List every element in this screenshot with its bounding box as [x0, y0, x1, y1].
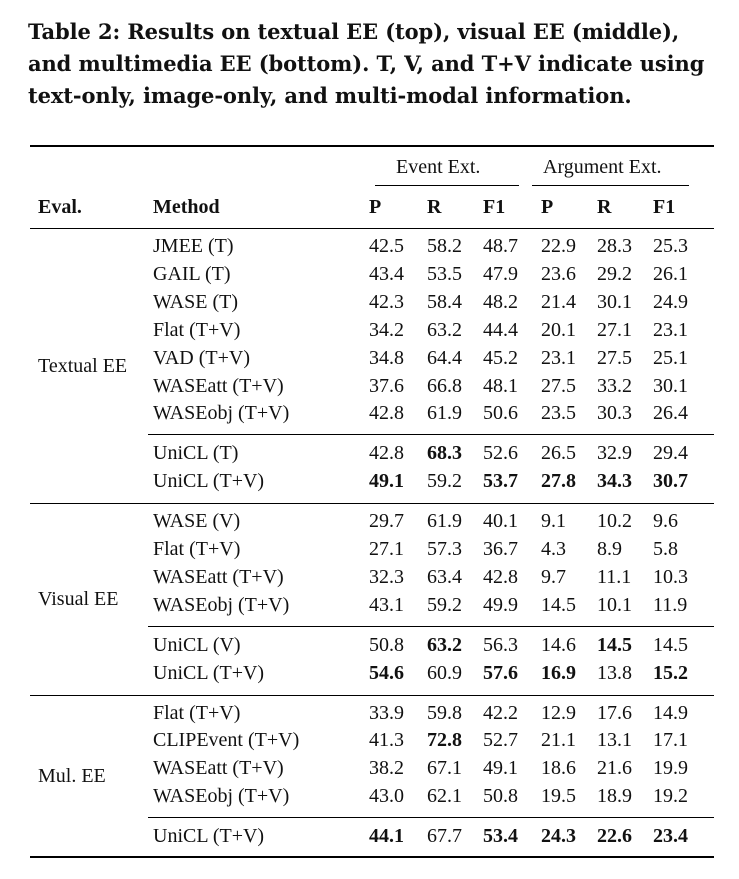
method-cell: Flat (T+V) — [153, 538, 241, 560]
value-cell: 14.9 — [653, 701, 688, 724]
value-cell: 68.3 — [427, 442, 462, 465]
value-cell: 29.7 — [369, 510, 404, 533]
header-argument-ext: Argument Ext. — [543, 156, 662, 178]
header-col-f1-5: F1 — [653, 196, 676, 218]
method-cell: WASE (T) — [153, 290, 238, 313]
value-cell: 47.9 — [483, 262, 518, 285]
value-cell: 58.4 — [427, 290, 462, 313]
method-cell: WASEatt (T+V) — [153, 565, 284, 588]
value-cell: 42.8 — [483, 565, 518, 588]
value-cell: 32.3 — [369, 565, 404, 588]
value-cell: 30.3 — [597, 402, 632, 425]
block-divider — [148, 626, 714, 627]
value-cell: 10.1 — [597, 593, 632, 616]
method-cell: Flat (T+V) — [153, 318, 241, 341]
value-cell: 12.9 — [541, 701, 576, 724]
value-cell: 60.9 — [427, 661, 462, 684]
header-eval: Eval. — [38, 196, 82, 218]
value-cell: 48.2 — [483, 290, 518, 313]
header-col-p-3: P — [541, 196, 554, 218]
value-cell: 59.2 — [427, 593, 462, 616]
value-cell: 44.1 — [369, 825, 404, 848]
value-cell: 27.1 — [369, 538, 404, 560]
value-cell: 24.3 — [541, 825, 576, 848]
method-cell: GAIL (T) — [153, 262, 231, 285]
bottom-rule — [30, 856, 714, 858]
value-cell: 50.6 — [483, 402, 518, 425]
value-cell: 10.3 — [653, 565, 688, 588]
value-cell: 67.7 — [427, 825, 462, 848]
value-cell: 13.8 — [597, 661, 632, 684]
value-cell: 54.6 — [369, 661, 404, 684]
value-cell: 72.8 — [427, 729, 462, 752]
value-cell: 14.6 — [541, 633, 576, 656]
value-cell: 30.1 — [597, 290, 632, 313]
value-cell: 23.4 — [653, 825, 688, 848]
value-cell: 25.1 — [653, 346, 688, 369]
method-cell: WASE (V) — [153, 510, 241, 533]
value-cell: 14.5 — [597, 633, 632, 656]
value-cell: 36.7 — [483, 538, 518, 560]
value-cell: 62.1 — [427, 785, 462, 808]
value-cell: 59.2 — [427, 470, 462, 493]
value-cell: 22.6 — [597, 825, 632, 848]
value-cell: 57.3 — [427, 538, 462, 560]
value-cell: 28.3 — [597, 235, 632, 257]
value-cell: 23.6 — [541, 262, 576, 285]
value-cell: 32.9 — [597, 442, 632, 465]
value-cell: 42.3 — [369, 290, 404, 313]
value-cell: 42.8 — [369, 402, 404, 425]
value-cell: 23.1 — [541, 346, 576, 369]
group-label: Textual EE — [38, 354, 128, 377]
value-cell: 25.3 — [653, 235, 688, 257]
value-cell: 18.6 — [541, 757, 576, 780]
value-cell: 42.5 — [369, 235, 404, 257]
value-cell: 11.1 — [597, 565, 632, 588]
value-cell: 30.7 — [653, 470, 688, 493]
value-cell: 56.3 — [483, 633, 518, 656]
method-cell: UniCL (T+V) — [153, 470, 265, 493]
value-cell: 43.4 — [369, 262, 404, 285]
value-cell: 63.2 — [427, 633, 462, 656]
value-cell: 14.5 — [541, 593, 576, 616]
value-cell: 27.5 — [541, 374, 576, 397]
value-cell: 49.1 — [483, 757, 518, 780]
method-cell: WASEobj (T+V) — [153, 785, 290, 808]
value-cell: 43.0 — [369, 785, 404, 808]
value-cell: 44.4 — [483, 318, 518, 341]
value-cell: 21.6 — [597, 757, 632, 780]
group-label: Visual EE — [38, 587, 119, 610]
value-cell: 5.8 — [653, 538, 678, 560]
value-cell: 15.2 — [653, 661, 688, 684]
value-cell: 53.5 — [427, 262, 462, 285]
value-cell: 52.7 — [483, 729, 518, 752]
value-cell: 18.9 — [597, 785, 632, 808]
value-cell: 4.3 — [541, 538, 566, 560]
value-cell: 9.1 — [541, 510, 566, 533]
value-cell: 49.1 — [369, 470, 404, 493]
method-cell: UniCL (T) — [153, 442, 239, 465]
top-rule — [30, 145, 714, 147]
method-cell: UniCL (V) — [153, 633, 241, 656]
header-col-p-0: P — [369, 196, 382, 218]
method-cell: Flat (T+V) — [153, 701, 241, 724]
value-cell: 8.9 — [597, 538, 622, 560]
value-cell: 23.1 — [653, 318, 688, 341]
value-cell: 49.9 — [483, 593, 518, 616]
value-cell: 64.4 — [427, 346, 462, 369]
value-cell: 43.1 — [369, 593, 404, 616]
header-col-r-4: R — [597, 196, 612, 218]
value-cell: 58.2 — [427, 235, 462, 257]
table-caption: Table 2: Results on textual EE (top), visual EE (middle), and multimedia EE (bottom). T, V, and T+V indicate using text-only, image-only, and multi-modal information. — [28, 19, 705, 108]
value-cell: 34.3 — [597, 470, 632, 493]
header-event-ext: Event Ext. — [396, 156, 481, 178]
value-cell: 29.2 — [597, 262, 632, 285]
value-cell: 23.5 — [541, 402, 576, 425]
value-cell: 19.5 — [541, 785, 576, 808]
value-cell: 11.9 — [653, 593, 688, 616]
value-cell: 42.8 — [369, 442, 404, 465]
value-cell: 19.2 — [653, 785, 688, 808]
method-cell: JMEE (T) — [153, 235, 234, 257]
value-cell: 57.6 — [483, 661, 518, 684]
argument-ext-cline — [532, 185, 689, 186]
value-cell: 17.6 — [597, 701, 632, 724]
value-cell: 50.8 — [369, 633, 404, 656]
method-cell: WASEobj (T+V) — [153, 593, 290, 616]
header-rule — [30, 228, 714, 229]
value-cell: 41.3 — [369, 729, 404, 752]
value-cell: 40.1 — [483, 510, 518, 533]
value-cell: 34.8 — [369, 346, 404, 369]
group-label: Mul. EE — [38, 765, 106, 788]
value-cell: 9.6 — [653, 510, 678, 533]
value-cell: 48.1 — [483, 374, 518, 397]
method-cell: WASEatt (T+V) — [153, 374, 284, 397]
value-cell: 50.8 — [483, 785, 518, 808]
header-method: Method — [153, 196, 220, 218]
block-divider — [148, 434, 714, 435]
value-cell: 37.6 — [369, 374, 404, 397]
value-cell: 19.9 — [653, 757, 688, 780]
value-cell: 10.2 — [597, 510, 632, 533]
value-cell: 52.6 — [483, 442, 518, 465]
value-cell: 30.1 — [653, 374, 688, 397]
value-cell: 9.7 — [541, 565, 566, 588]
value-cell: 26.4 — [653, 402, 688, 425]
method-cell: CLIPEvent (T+V) — [153, 729, 300, 752]
value-cell: 24.9 — [653, 290, 688, 313]
value-cell: 67.1 — [427, 757, 462, 780]
value-cell: 63.2 — [427, 318, 462, 341]
event-ext-cline — [375, 185, 519, 186]
value-cell: 29.4 — [653, 442, 688, 465]
method-cell: WASEobj (T+V) — [153, 402, 290, 425]
value-cell: 16.9 — [541, 661, 576, 684]
value-cell: 66.8 — [427, 374, 462, 397]
block-divider — [148, 817, 714, 818]
method-cell: VAD (T+V) — [153, 346, 251, 369]
value-cell: 26.1 — [653, 262, 688, 285]
value-cell: 13.1 — [597, 729, 632, 752]
value-cell: 27.8 — [541, 470, 576, 493]
value-cell: 53.7 — [483, 470, 518, 493]
value-cell: 20.1 — [541, 318, 576, 341]
value-cell: 21.4 — [541, 290, 576, 313]
method-cell: UniCL (T+V) — [153, 661, 265, 684]
value-cell: 34.2 — [369, 318, 404, 341]
value-cell: 45.2 — [483, 346, 518, 369]
value-cell: 33.9 — [369, 701, 404, 724]
value-cell: 14.5 — [653, 633, 688, 656]
header-col-f1-2: F1 — [483, 196, 506, 218]
value-cell: 17.1 — [653, 729, 688, 752]
value-cell: 48.7 — [483, 235, 518, 257]
value-cell: 33.2 — [597, 374, 632, 397]
value-cell: 42.2 — [483, 701, 518, 724]
value-cell: 59.8 — [427, 701, 462, 724]
value-cell: 27.5 — [597, 346, 632, 369]
value-cell: 61.9 — [427, 510, 462, 533]
value-cell: 21.1 — [541, 729, 576, 752]
method-cell: WASEatt (T+V) — [153, 757, 284, 780]
header-col-r-1: R — [427, 196, 442, 218]
method-cell: UniCL (T+V) — [153, 825, 265, 848]
value-cell: 22.9 — [541, 235, 576, 257]
value-cell: 26.5 — [541, 442, 576, 465]
value-cell: 61.9 — [427, 402, 462, 425]
value-cell: 53.4 — [483, 825, 518, 848]
value-cell: 38.2 — [369, 757, 404, 780]
value-cell: 63.4 — [427, 565, 462, 588]
value-cell: 27.1 — [597, 318, 632, 341]
group-divider — [30, 503, 714, 504]
group-divider — [30, 695, 714, 696]
